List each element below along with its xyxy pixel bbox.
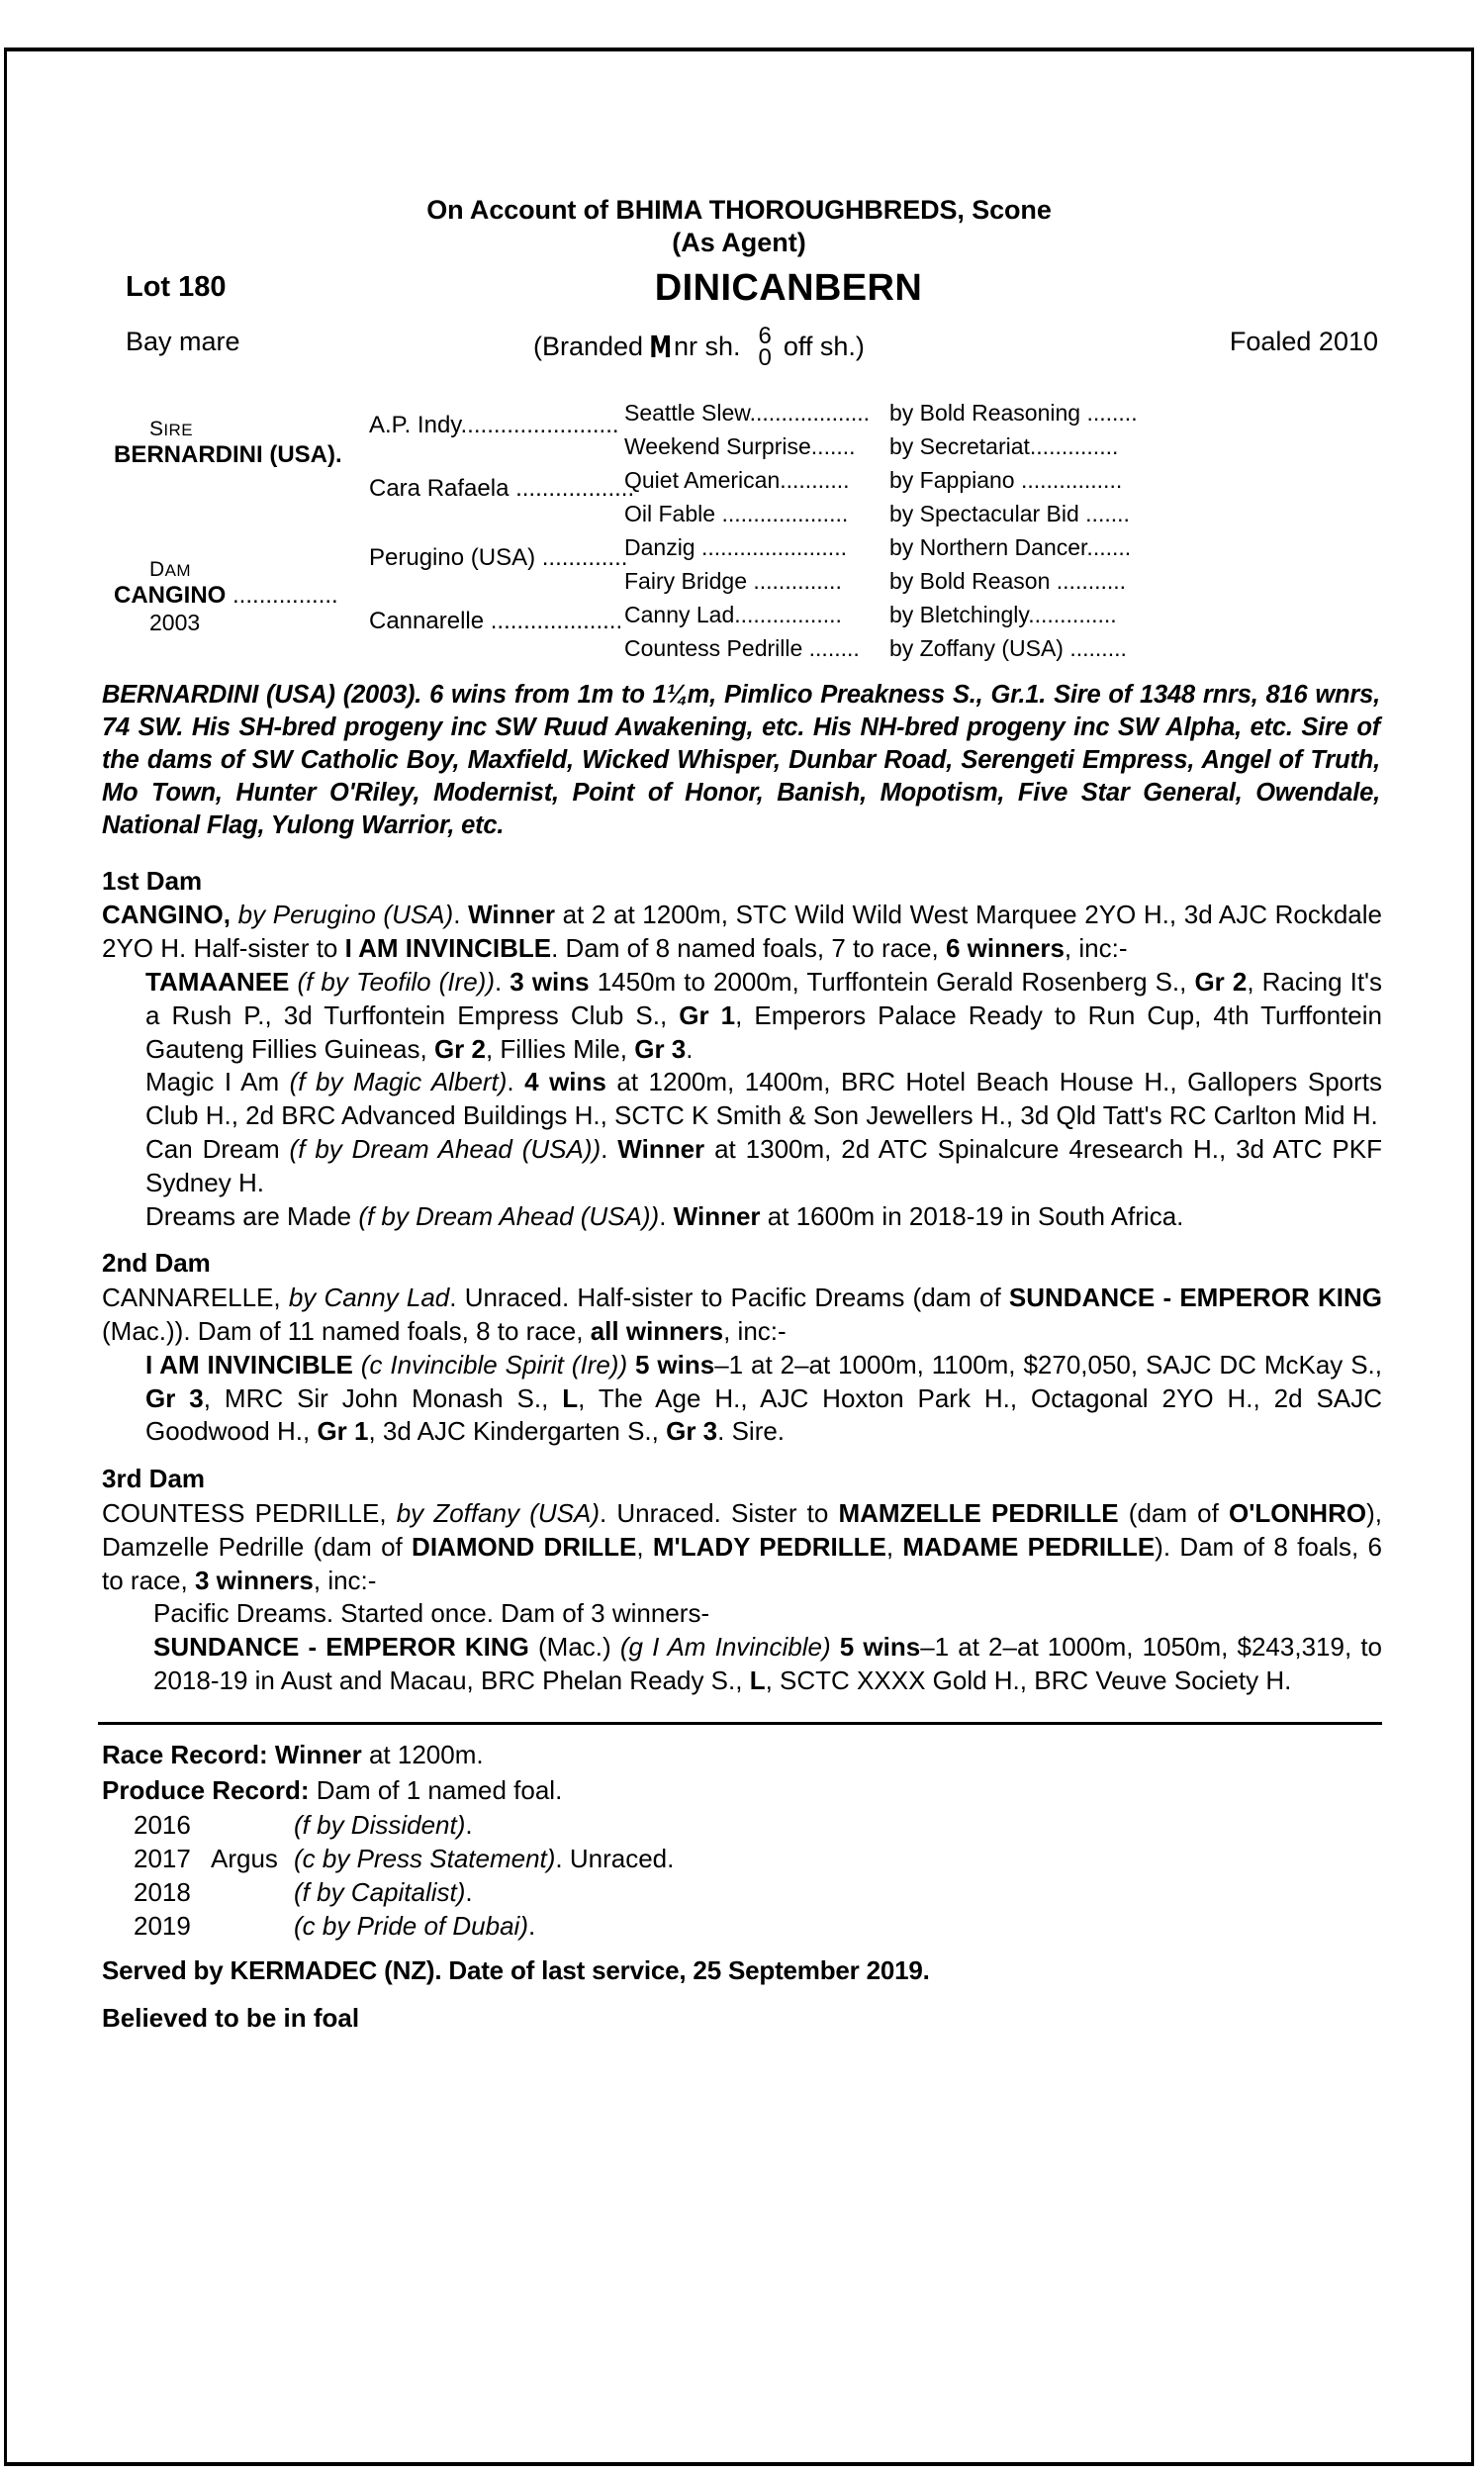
ggp-sire: by Spectacular Bid ....... xyxy=(889,500,1130,526)
pacific-dreams-entry: Pacific Dreams. Started once. Dam of 3 winners- xyxy=(153,1598,710,1629)
great-grandparent-row xyxy=(624,534,1366,568)
lot-row xyxy=(68,266,1410,321)
pedigree-col-great-grandparents xyxy=(624,400,1366,669)
grandparent-3: Perugino (USA) ............. xyxy=(369,543,628,571)
brand-number xyxy=(758,322,772,371)
progeny-name: Can Dream xyxy=(145,1133,280,1164)
sire-label: SIRE xyxy=(149,417,193,440)
grandparent-1: A.P. Indy........................ xyxy=(369,411,619,438)
ggp-name: Danzig ....................... xyxy=(624,533,847,560)
family-section xyxy=(68,865,1410,1698)
progeny-entry: SUNDANCE - EMPEROR KING (Mac.) (g I Am Invincible) 5 wins–1 at 2–at 1000m, 1050m, $243,319, to 2018-19 in Aust and Macau, BRC Phelan Ready S., L, SCTC XXXX Gold H., BRC Veuve Society H. xyxy=(153,1632,1382,1695)
sire-summary-paragraph: BERNARDINI (USA) (2003). 6 wins from 1m to 1¼m, Pimlico Preakness S., Gr.1. Sire of 1348 rnrs, 816 wnrs, 74 SW. His SH-bred progeny inc SW Ruud Awakening, etc. His NH-bred progeny inc SW Alpha, etc. Sire of the dams of SW Catholic Boy, Maxfield, Wicked Whisper, Dunbar Road, Serengeti Empress, Angel of Truth, Mo Town, Hunter O'Riley, Modernist, Point of Honor, Banish, Mopotism, Five Star General, Owendale, National Flag, Yulong Warrior, etc. xyxy=(102,680,1380,840)
ggp-name: Oil Fable .................... xyxy=(624,500,849,526)
records-section xyxy=(68,1725,1410,2036)
pedigree-table xyxy=(68,400,1410,669)
ggp-name: Fairy Bridge .............. xyxy=(624,567,842,594)
dam-block xyxy=(114,558,338,636)
foal-row: 2019 (c by Pride of Dubai). xyxy=(134,1910,536,1941)
foal-row: 2018 (f by Capitalist). xyxy=(134,1876,473,1907)
ggp-sire: by Bold Reason ........... xyxy=(889,567,1127,594)
catalogue-page xyxy=(4,48,1474,2466)
brand-number-bottom: 0 xyxy=(758,343,772,371)
ggp-sire: by Secretariat.............. xyxy=(889,432,1119,459)
page-inner xyxy=(7,51,1471,2462)
vendor-line: On Account of BHIMA THOROUGHBREDS, Scone xyxy=(426,195,1052,225)
brand-symbol-icon: M xyxy=(649,329,670,365)
second-dam-main: CANNARELLE, by Canny Lad. Unraced. Half-sister to Pacific Dreams (dam of SUNDANCE - EMPEROR KING (Mac.)). Dam of 11 named foals, 8 to race, all winners, inc:- xyxy=(102,1283,1382,1346)
great-grandparent-row xyxy=(624,568,1366,602)
progeny-entry: Dreams are Made (f by Dream Ahead (USA)). Winner at 1600m in 2018-19 in South Africa. xyxy=(145,1200,1184,1231)
ggp-name: Countess Pedrille ........ xyxy=(624,634,860,661)
dam-label: DAM xyxy=(149,557,191,581)
great-grandparent-row xyxy=(624,602,1366,635)
great-grandparent-row xyxy=(624,501,1366,534)
colour-and-sex: Bay mare xyxy=(126,326,240,356)
first-dam-main: CANGINO, by Perugino (USA). Winner at 2 at 1200m, STC Wild Wild West Marquee 2YO H., 3d AJC Rockdale 2YO H. Half-sister to I AM INVINCIBLE. Dam of 8 named foals, 7 to race, 6 winners, inc:- xyxy=(102,900,1383,964)
brand-details xyxy=(533,322,865,371)
second-dam-sire: by Canny Lad xyxy=(288,1283,450,1313)
progeny-entry: Magic I Am (f by Magic Albert). 4 wins at 1200m, 1400m, BRC Hotel Beach House H., Gallopers Sports Club H., 2d BRC Advanced Buildings H., SCTC K Smith & Son Jewellers H., 3d Qld Tatt's RC Carlton Mid H. xyxy=(145,1067,1382,1131)
agent-line: (As Agent) xyxy=(672,227,806,257)
first-dam-name: CANGINO, xyxy=(102,900,231,930)
race-record-line: Race Record: Winner at 1200m. xyxy=(102,1739,484,1769)
branded-side: nr sh. xyxy=(673,332,741,362)
lot-number: Lot 180 xyxy=(126,270,227,303)
in-foal-status: Believed to be in foal xyxy=(102,2003,360,2034)
dam-name: CANGINO ................ xyxy=(114,581,338,609)
served-by-line: Served by KERMADEC (NZ). Date of last service, 25 September 2019. xyxy=(102,1955,930,1986)
progeny-name: TAMAANEE xyxy=(145,966,290,997)
great-grandparent-row xyxy=(624,467,1366,501)
description-row xyxy=(68,321,1410,378)
progeny-entry: I AM INVINCIBLE (c Invincible Spirit (Ire)) 5 wins–1 at 2–at 1000m, 1100m, $270,050, SAJC DC McKay S., Gr 3, MRC Sir John Monash S., L, The Age H., AJC Hoxton Park H., Octagonal 2YO H., 2d SAJC Goodwood H., Gr 1, 3d AJC Kindergarten S., Gr 3. Sire. xyxy=(145,1349,1382,1447)
great-grandparent-row xyxy=(624,635,1366,669)
progeny-name: Dreams are Made xyxy=(145,1200,352,1231)
sire-block xyxy=(114,418,342,469)
ggp-sire: by Bletchingly.............. xyxy=(889,601,1117,627)
progeny-name: Magic I Am xyxy=(145,1067,280,1097)
brand-number-top: 6 xyxy=(758,322,772,349)
third-dam-name: COUNTESS PEDRILLE, xyxy=(102,1497,387,1528)
second-dam-heading: 2nd Dam xyxy=(102,1248,211,1279)
page-title: DINICANBERN xyxy=(654,266,923,309)
progeny-entry: TAMAANEE (f by Teofilo (Ire)). 3 wins 1450m to 2000m, Turffontein Gerald Rosenberg S., Gr 2, Racing It's a Rush P., 3d Turffontein Empress Club S., Gr 1, Emperors Palace Ready to Run Cup, 4th Turffontein Gauteng Fillies Guineas, Gr 2, Fillies Mile, Gr 3. xyxy=(145,966,1383,1064)
progeny-entry: Can Dream (f by Dream Ahead (USA)). Winner at 1300m, 2d ATC Spinalcure 4research H., 3d ATC PKF Sydney H. xyxy=(145,1133,1382,1197)
great-grandparent-row xyxy=(624,433,1366,467)
progeny-name: SUNDANCE - EMPEROR KING xyxy=(153,1632,529,1663)
foal-row: 2016 (f by Dissident). xyxy=(134,1810,473,1841)
ggp-sire: by Bold Reasoning ........ xyxy=(889,399,1138,426)
third-dam-heading: 3rd Dam xyxy=(102,1464,206,1494)
first-dam-sire: by Perugino (USA) xyxy=(237,900,454,930)
foaled-year: Foaled 2010 xyxy=(1229,326,1378,356)
ggp-name: Canny Lad................. xyxy=(624,601,842,627)
branded-suffix: off sh.) xyxy=(783,332,865,362)
dam-year: 2003 xyxy=(149,609,201,635)
produce-record-line: Produce Record: Dam of 1 named foal. xyxy=(102,1774,563,1805)
ggp-sire: by Northern Dancer....... xyxy=(889,533,1132,560)
grandparent-4: Cannarelle .................... xyxy=(369,607,623,634)
ggp-name: Seattle Slew................... xyxy=(624,399,871,426)
great-grandparent-row xyxy=(624,400,1366,433)
foal-row: 2017 Argus (c by Press Statement). Unraced. xyxy=(134,1844,675,1874)
ggp-sire: by Zoffany (USA) ......... xyxy=(889,634,1127,661)
branded-prefix: (Branded xyxy=(533,332,644,362)
progeny-name: I AM INVINCIBLE xyxy=(145,1349,353,1380)
third-dam-main: COUNTESS PEDRILLE, by Zoffany (USA). Unraced. Sister to MAMZELLE PEDRILLE (dam of O'LONHRO), Damzelle Pedrille (dam of DIAMOND DRILLE, M'LADY PEDRILLE, MADAME PEDRILLE). Dam of 8 foals, 6 to race, 3 winners, inc:- xyxy=(102,1497,1382,1595)
ggp-name: Quiet American........... xyxy=(624,466,850,493)
ggp-name: Weekend Surprise....... xyxy=(624,432,856,459)
third-dam-sire: by Zoffany (USA) xyxy=(396,1497,600,1528)
grandparent-2: Cara Rafaela .................. xyxy=(369,474,635,502)
sire-name: BERNARDINI (USA). xyxy=(114,440,342,468)
ggp-sire: by Fappiano ................ xyxy=(889,466,1123,493)
first-dam-heading: 1st Dam xyxy=(102,865,203,896)
second-dam-name: CANNARELLE, xyxy=(102,1283,281,1313)
